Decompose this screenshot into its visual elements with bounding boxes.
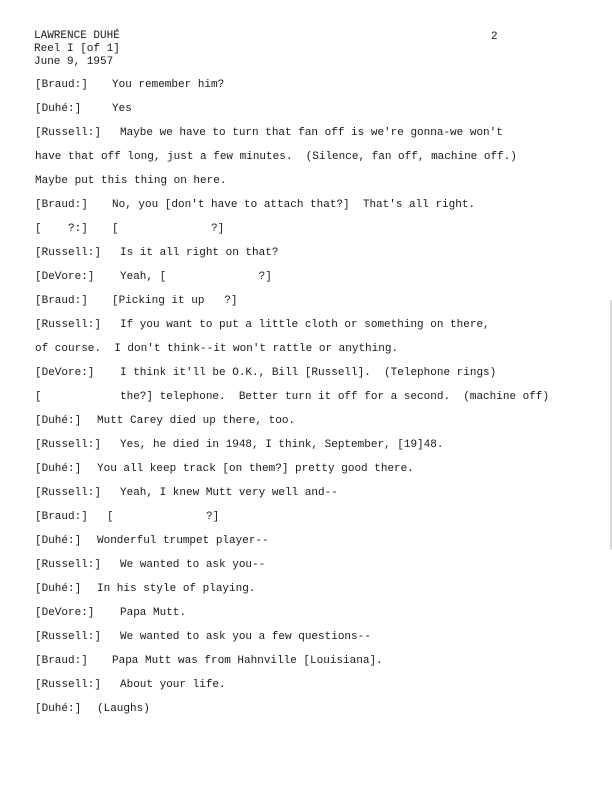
transcript-line: [35, 294, 595, 318]
speaker-label: [Duhé:]: [35, 703, 82, 715]
transcript-line: [35, 702, 595, 726]
transcript-line: [35, 606, 595, 630]
transcript-line: [35, 678, 595, 702]
speaker-label: [DeVore:]: [35, 271, 95, 283]
transcript-line: [35, 318, 595, 342]
page-number: 2: [491, 31, 498, 43]
speaker-label: [Russell:]: [35, 487, 102, 499]
transcript-line: [35, 510, 595, 534]
transcript-line: [35, 534, 595, 558]
speaker-label: [Braud:]: [35, 79, 88, 91]
transcript-line: [35, 150, 595, 174]
utterance-text: (Laughs): [97, 703, 150, 715]
speaker-label: [Braud:]: [35, 199, 88, 211]
utterance-text: Mutt Carey died up there, too.: [97, 415, 296, 427]
speaker-label: [Duhé:]: [35, 583, 82, 595]
utterance-text: Maybe we have to turn that fan off is we're gonna-we won't: [120, 127, 503, 139]
transcript-line: [35, 582, 595, 606]
utterance-text: Papa Mutt.: [120, 607, 187, 619]
utterance-text: No, you [don't have to attach that?] That's all right.: [112, 199, 476, 211]
speaker-label: [Braud:]: [35, 655, 88, 667]
speaker-label: [Russell:]: [35, 127, 102, 139]
document-header: [34, 30, 120, 69]
utterance-text: [ ?]: [107, 511, 220, 523]
speaker-label: [Russell:]: [35, 679, 102, 691]
speaker-label: [Russell:]: [35, 439, 102, 451]
utterance-text: About your life.: [120, 679, 226, 691]
utterance-text: Yeah, [ ?]: [120, 271, 272, 283]
transcript-line: [35, 174, 595, 198]
utterance-text: You all keep track [on them?] pretty good there.: [97, 463, 414, 475]
transcript-line: [35, 126, 595, 150]
utterance-text: of course. I don't think--it won't rattle or anything.: [35, 343, 399, 355]
speaker-label: [Russell:]: [35, 319, 102, 331]
utterance-text: We wanted to ask you a few questions--: [120, 631, 371, 643]
speaker-label: [: [35, 391, 42, 403]
utterance-text: Maybe put this thing on here.: [35, 175, 227, 187]
utterance-text: In his style of playing.: [97, 583, 256, 595]
speaker-label: [Duhé:]: [35, 535, 82, 547]
speaker-label: [Duhé:]: [35, 415, 82, 427]
utterance-text: Is it all right on that?: [120, 247, 279, 259]
transcript-line: [35, 414, 595, 438]
transcript-line: [35, 366, 595, 390]
transcript-line: [35, 246, 595, 270]
speaker-label: [Braud:]: [35, 295, 88, 307]
utterance-text: Yes: [112, 103, 132, 115]
speaker-label: [DeVore:]: [35, 367, 95, 379]
transcript-line: [35, 102, 595, 126]
interviewee-name: LAWRENCE DUHÉ: [34, 30, 120, 42]
interview-date: June 9, 1957: [34, 56, 114, 68]
speaker-label: [Duhé:]: [35, 103, 82, 115]
utterance-text: [ ?]: [112, 223, 225, 235]
reel-label: Reel I [of 1]: [34, 43, 120, 55]
transcript-line: [35, 558, 595, 582]
utterance-text: have that off long, just a few minutes. (Silence, fan off, machine off.): [35, 151, 517, 163]
utterance-text: If you want to put a little cloth or something on there,: [120, 319, 490, 331]
transcript-line: [35, 654, 595, 678]
speaker-label: [Russell:]: [35, 247, 102, 259]
utterance-text: Wonderful trumpet player--: [97, 535, 269, 547]
utterance-text: I think it'll be O.K., Bill [Russell]. (Telephone rings): [120, 367, 497, 379]
transcript-line: [35, 462, 595, 486]
utterance-text: You remember him?: [112, 79, 225, 91]
transcript-line: [35, 222, 595, 246]
utterance-text: We wanted to ask you--: [120, 559, 266, 571]
speaker-label: [Russell:]: [35, 631, 102, 643]
transcript-line: [35, 270, 595, 294]
transcript-line: [35, 438, 595, 462]
transcript-line: [35, 630, 595, 654]
speaker-label: [Duhé:]: [35, 463, 82, 475]
speaker-label: [ ?:]: [35, 223, 88, 235]
utterance-text: [Picking it up ?]: [112, 295, 238, 307]
speaker-label: [DeVore:]: [35, 607, 95, 619]
utterance-text: Papa Mutt was from Hahnville [Louisiana].: [112, 655, 383, 667]
transcript-body: [35, 78, 595, 726]
utterance-text: Yeah, I knew Mutt very well and--: [120, 487, 338, 499]
speaker-label: [Russell:]: [35, 559, 102, 571]
transcript-line: [35, 198, 595, 222]
speaker-label: [Braud:]: [35, 511, 88, 523]
utterance-text: the?] telephone. Better turn it off for a second. (machine off): [120, 391, 550, 403]
transcript-line: [35, 78, 595, 102]
transcript-line: [35, 390, 595, 414]
utterance-text: Yes, he died in 1948, I think, September, [19]48.: [120, 439, 444, 451]
transcript-line: [35, 486, 595, 510]
transcript-line: [35, 342, 595, 366]
